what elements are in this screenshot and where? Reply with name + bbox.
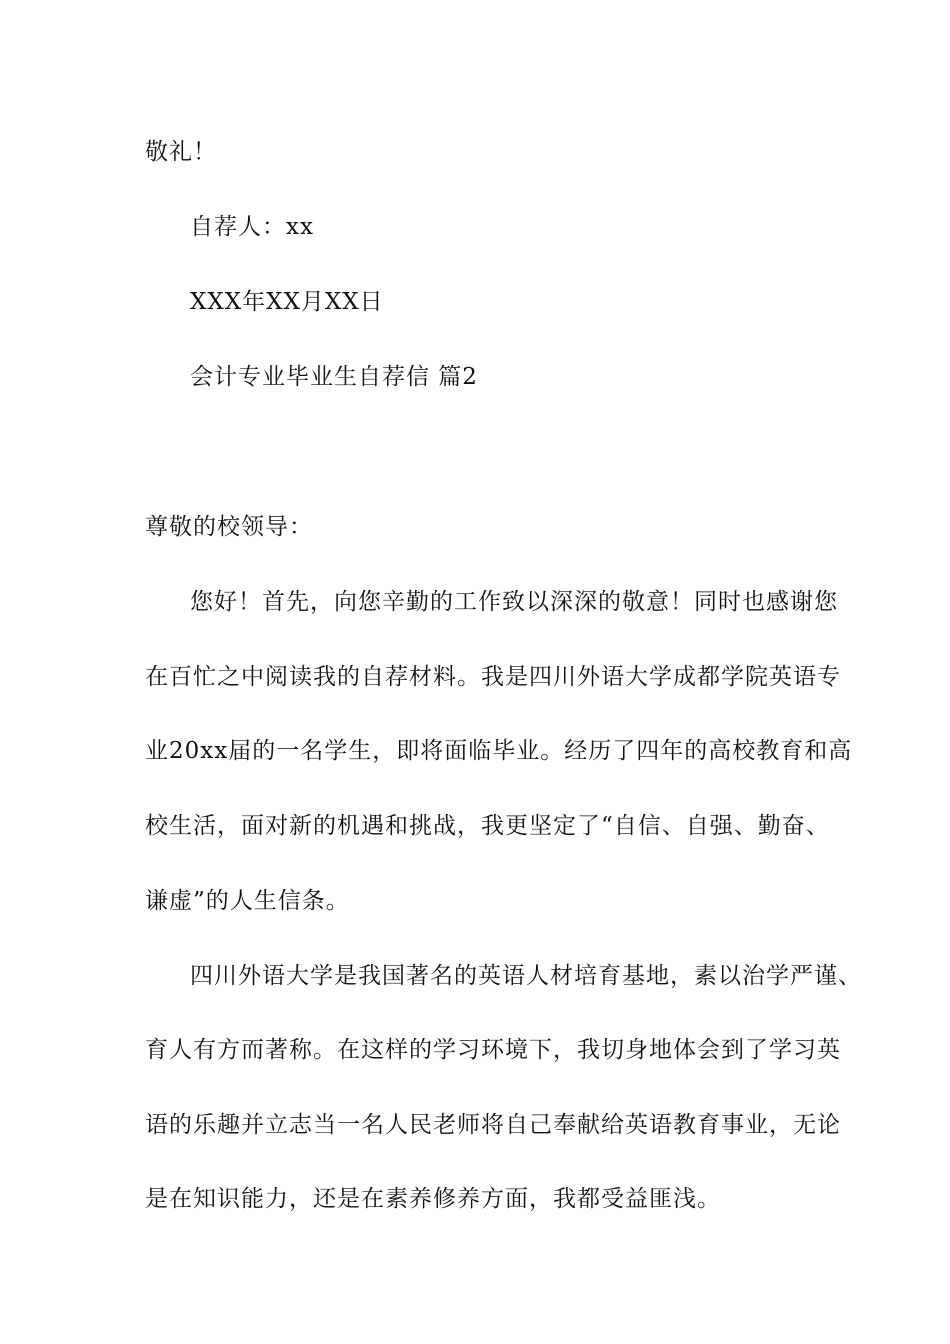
- paragraph1-line5: 谦虚”的人生信条。: [145, 888, 350, 914]
- paragraph1-line1: 您好！首先，向您辛勤的工作致以深深的敬意！同时也感谢您: [190, 589, 838, 615]
- paragraph1-line4: 校生活，面对新的机遇和挑战，我更坚定了“自信、自强、勤奋、: [145, 813, 830, 839]
- paragraph1-line3: 业20xx届的一名学生，即将面临毕业。经历了四年的高校教育和高: [145, 738, 853, 764]
- paragraph2-line2: 育人有方而著称。在这样的学习环境下，我切身地体会到了学习英: [145, 1037, 841, 1063]
- paragraph1-line2: 在百忙之中阅读我的自荐材料。我是四川外语大学成都学院英语专: [145, 664, 841, 690]
- date-line: XXX年XX月XX日: [190, 289, 384, 315]
- paragraph2-line3: 语的乐趣并立志当一名人民老师将自己奉献给英语教育事业，无论: [145, 1112, 841, 1138]
- section-title: 会计专业毕业生自荐信 篇2: [190, 364, 478, 390]
- closing-line: 敬礼！: [145, 139, 217, 165]
- paragraph2-line1: 四川外语大学是我国著名的英语人材培育基地，素以治学严谨、: [190, 963, 862, 989]
- paragraph2-line4: 是在知识能力，还是在素养修养方面，我都受益匪浅。: [145, 1186, 721, 1212]
- salutation-line: 尊敬的校领导：: [145, 514, 313, 540]
- signature-line: 自荐人：xx: [190, 214, 314, 240]
